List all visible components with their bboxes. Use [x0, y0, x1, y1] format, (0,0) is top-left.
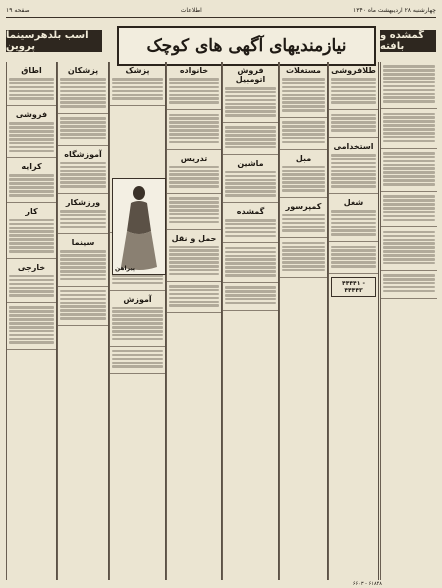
section-heading: خانواده: [179, 66, 209, 75]
section-heading: اطاق: [21, 66, 42, 75]
column-1: [6, 62, 56, 580]
section-heading: فروشی: [15, 110, 48, 120]
section-heading: کمپرسور: [285, 201, 322, 211]
section-heading: استخدامی: [333, 141, 374, 151]
column-5: [222, 62, 278, 580]
section-heading: آموزشگاه: [64, 149, 102, 159]
page-footer: [0, 580, 442, 588]
left-strip-title: اسب بلدهرسینما پروین: [6, 30, 102, 52]
section-heading: فروش اتومبیل: [235, 66, 266, 84]
section-heading: مستغلات: [286, 66, 321, 75]
section-heading: شغل: [343, 198, 364, 207]
column-8: [380, 62, 437, 580]
column-2: [57, 62, 108, 580]
dress-figure-icon: [113, 179, 165, 274]
page-header: [6, 3, 436, 18]
issue-date: چهارشنبه ۲۸ اردیبهشت ماه ۱۳۴۰: [353, 6, 436, 14]
classifieds-banner: [117, 26, 376, 66]
column-3: [109, 62, 165, 580]
phone-box: [331, 277, 376, 297]
banner-title: نیازمندیهای آگهی های کوچک: [146, 36, 347, 56]
section-heading: حمل و نقل: [171, 233, 217, 243]
ad-caption: پیراهن: [115, 265, 136, 272]
footer-code: ۶۶۰۳ - ۶۱۸۴۸: [352, 581, 382, 587]
section-heading: ماشین: [237, 158, 264, 168]
section-heading: خارجی: [17, 262, 46, 272]
column-7: [328, 62, 378, 580]
section-heading: سینما: [71, 238, 95, 248]
dress-ad-illustration: [112, 178, 166, 275]
section-heading: مبل: [295, 153, 312, 163]
section-heading: تدریس: [180, 153, 208, 163]
section-heading: کار: [25, 206, 38, 216]
section-heading: کرایه: [21, 162, 42, 172]
section-heading: پزشکان: [67, 66, 99, 75]
column-4: [166, 62, 221, 580]
page-number: صفحه ۱۹: [6, 6, 30, 14]
section-heading: طلافروشی: [331, 66, 376, 75]
section-heading: ورزشکار: [65, 198, 101, 207]
column-6: [279, 62, 327, 580]
section-name: اطلاعات: [180, 6, 202, 14]
section-heading: گمشده: [236, 207, 265, 216]
section-heading: آموزش: [123, 294, 152, 304]
phone-number: ۴۴۴۴۱ - ۴۴۴۴۳: [342, 279, 365, 294]
section-heading: پزشک: [125, 66, 150, 75]
right-strip-title: گمشده و بافته: [380, 30, 436, 52]
